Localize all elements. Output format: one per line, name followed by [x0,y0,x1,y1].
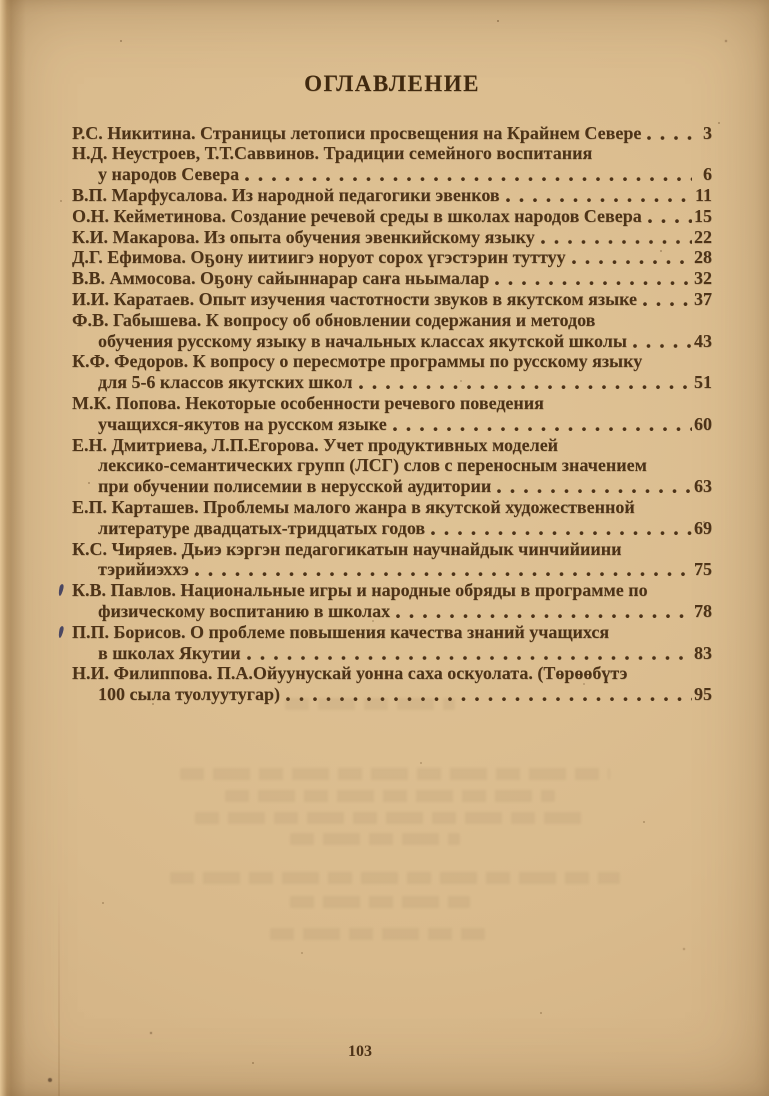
toc-entry [72,663,712,684]
toc-entry-page: 3 [703,122,712,143]
dot-leader [393,414,692,435]
toc-entry [72,559,712,580]
toc-entry-page: 83 [694,642,712,663]
toc-entry-text: лексико-семантических групп (ЛСГ) слов с переносным значением [98,455,647,476]
toc-entry-page: 51 [694,372,712,393]
dot-leader [506,185,692,206]
toc-entry-text: тэрийиэххэ [98,559,189,580]
toc-entry-page: 69 [694,517,712,538]
toc-entry-text: для 5-6 классов якутских школ [98,372,353,393]
toc-entry-text: М.К. Попова. Некоторые особенности речевого поведения [72,392,544,413]
dot-leader [286,684,692,705]
dot-leader [647,123,692,144]
toc-entry-page: 75 [694,559,712,580]
toc-entry [72,393,712,414]
toc-entry-page: 95 [694,684,712,705]
dot-leader [431,518,692,539]
dot-leader [359,372,693,393]
paper-crease [58,880,60,1096]
toc-entry [72,227,712,248]
show-through-text [170,872,620,884]
show-through-text [290,833,460,845]
dot-leader [495,268,692,289]
toc-entry-text: физическому воспитанию в школах [98,600,391,621]
dot-leader [497,476,692,497]
dot-leader [633,331,692,352]
toc-entry [72,351,712,372]
toc-entry [72,601,712,622]
toc-entry [72,164,712,185]
toc-entry-text: К.В. Павлов. Национальные игры и народные обряды в программе по [72,580,648,601]
toc-entry-page: 63 [694,476,712,497]
toc-entry [72,185,712,206]
toc-entry-text: Р.С. Никитина. Страницы летописи просвещения на Крайнем Севере [72,122,642,143]
toc-entry [72,539,712,560]
toc-entry [72,518,712,539]
toc-entry-text: 100 сыла туолуутугар) [98,684,280,705]
paper-speckles [0,0,2,2]
toc-entry-page: 22 [694,226,712,247]
toc-entry-text: Н.И. Филиппова. П.А.Ойуунускай уонна саха оскуолата. (Төрөөбүтэ [72,663,628,684]
toc-entry-text: К.И. Макарова. Из опыта обучения эвенкийскому языку [72,226,535,247]
pen-mark [58,584,64,597]
toc-entry-text: Н.Д. Неустроев, Т.Т.Саввинов. Традиции семейного воспитания [72,143,593,164]
toc-entry-page: 60 [694,413,712,434]
toc-entry-text: И.И. Каратаев. Опыт изучения частотности звуков в якутском языке [72,288,638,309]
toc-entry-page: 43 [694,330,712,351]
show-through-text [270,928,485,940]
toc-entry-text: Д.Г. Ефимова. Оҕону иитиигэ норуот сорох үгэстэрин туттуу [72,247,566,268]
toc-entry-text: В.П. Марфусалова. Из народной педагогики эвенков [72,184,500,205]
toc-entry [72,206,712,227]
dot-leader [643,289,692,310]
toc-entry-text: Ф.В. Габышева. К вопросу об обновлении содержания и методов [72,309,596,330]
toc-entry-text: К.Ф. Федоров. К вопросу о пересмотре программы по русскому языку [72,351,643,372]
toc-entry [72,622,712,643]
show-through-text [180,768,610,780]
toc-entry [72,123,712,144]
toc-entry [72,476,712,497]
toc-entry [72,247,712,268]
toc-entry-text: учащихся-якутов на русском языке [98,413,387,434]
toc-entry-text: Е.Н. Дмитриева, Л.П.Егорова. Учет продуктивных моделей [72,434,559,455]
toc-entry-page: 78 [694,600,712,621]
toc-entry [72,268,712,289]
toc-list [72,123,712,705]
dot-leader [195,559,692,580]
toc-entry-page: 28 [694,247,712,268]
toc-entry [72,435,712,456]
dot-leader [572,247,692,268]
dot-leader [648,206,692,227]
toc-entry-text: обучения русскому языку в начальных классах якутской школы [98,330,627,351]
page-gutter-shadow [0,0,26,1096]
toc-entry [72,372,712,393]
show-through-text [225,790,555,802]
toc-entry [72,289,712,310]
toc-entry-page: 15 [694,205,712,226]
toc-entry [72,684,712,705]
toc-entry-page: 37 [694,288,712,309]
toc-entry-text: у народов Севера [98,164,240,185]
dot-leader [541,227,692,248]
toc-entry-text: в школах Якутии [98,642,241,663]
toc-entry-text: В.В. Аммосова. Оҕону сайыннарар саҥа ньымалар [72,268,490,289]
page-title: ОГЛАВЛЕНИЕ [304,71,480,96]
toc-entry [72,455,712,476]
toc-entry [72,331,712,352]
toc-entry-text: Е.П. Карташев. Проблемы малого жанра в якутской художественной [72,496,635,517]
toc-entry-text: П.П. Борисов. О проблеме повышения качества знаний учащихся [72,621,610,642]
toc-entry-page: 11 [694,184,712,205]
pen-mark [58,625,64,638]
dot-leader [247,643,692,664]
toc-entry-text: литературе двадцатых-тридцатых годов [98,517,426,538]
toc-entry-text: К.С. Чиряев. Дьиэ кэргэн педагогикатын научнайдык чинчийиини [72,538,622,559]
show-through-text [290,896,470,908]
toc-entry-page: 6 [703,164,712,185]
toc-entry-page: 32 [694,268,712,289]
toc-entry [72,580,712,601]
toc-entry-text: О.Н. Кейметинова. Создание речевой среды в школах народов Севера [72,205,642,226]
toc-entry [72,143,712,164]
dot-leader [245,164,692,185]
toc-entry [72,310,712,331]
toc-entry [72,414,712,435]
toc-entry-text: при обучении полисемии в нерусской аудитории [98,476,492,497]
show-through-text [195,812,585,824]
toc-entry [72,643,712,664]
dot-leader [396,601,692,622]
toc-entry [72,497,712,518]
page-number: 103 [348,1043,372,1060]
